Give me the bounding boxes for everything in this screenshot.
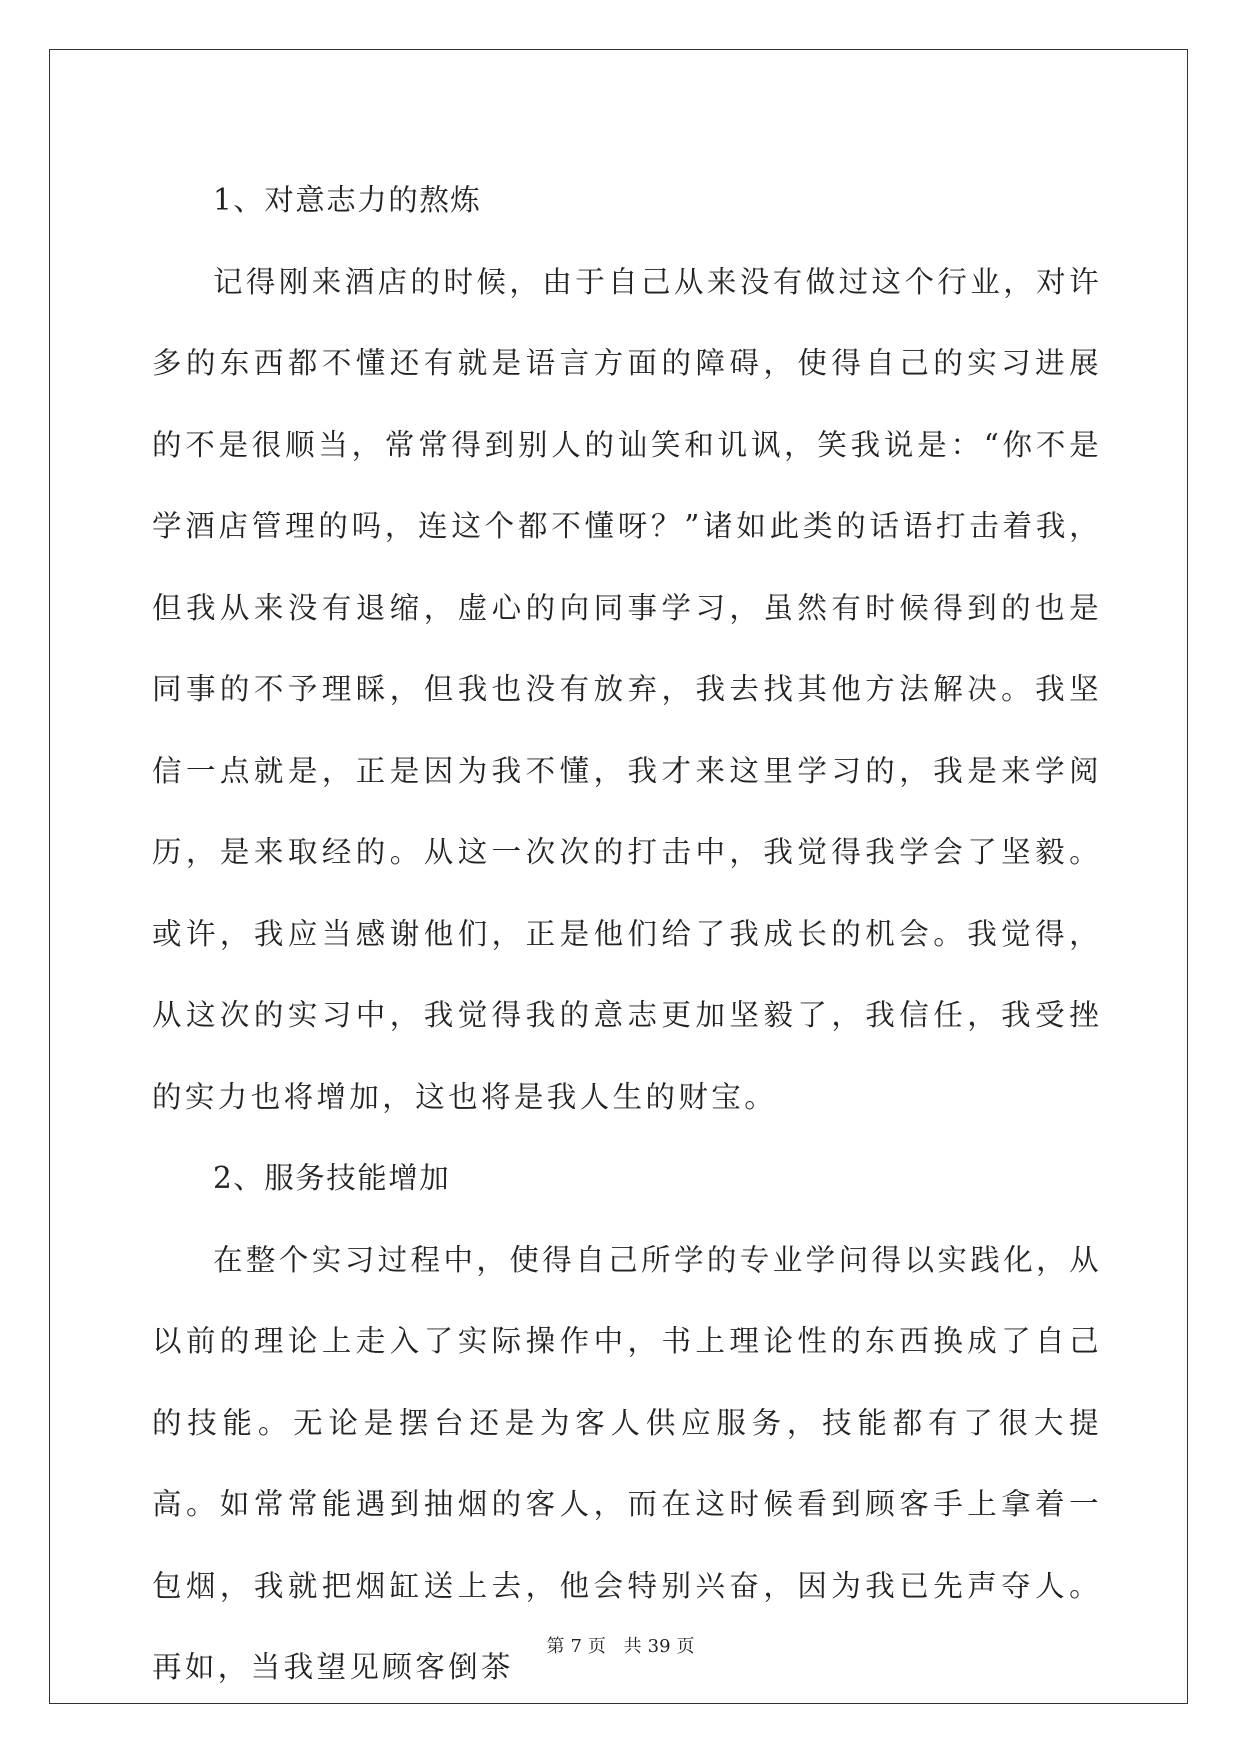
section-heading-2: 2、服务技能增加	[213, 1161, 451, 1195]
section-heading-1: 1、对意志力的熬炼	[213, 183, 482, 217]
page-number: 7	[570, 1636, 582, 1657]
total-suffix: 页	[676, 1636, 695, 1657]
page-prefix: 第	[546, 1636, 565, 1657]
page-suffix: 页	[587, 1636, 606, 1657]
total-pages: 39	[647, 1636, 671, 1657]
page-footer	[0, 1632, 1241, 1658]
document-body	[152, 160, 1102, 1709]
page-indicator	[543, 1636, 608, 1657]
total-prefix: 共	[623, 1636, 642, 1657]
total-indicator	[621, 1636, 698, 1657]
paragraph-2: 在整个实习过程中，使得自己所学的专业学问得以实践化，从以前的理论上走入了实际操作中，书上理论性的东西换成了自己的技能。无论是摆台还是为客人供应服务，技能都有了很大提高。如常常能遇到抽烟的客人，而在这时候看到顾客手上拿着一包烟，我就把烟缸送上去，他会特别兴奋，因为我已先声夺人。再如，当我望见顾客倒茶	[152, 1242, 1102, 1684]
paragraph-1: 记得刚来酒店的时候，由于自己从来没有做过这个行业，对许多的东西都不懂还有就是语言方面的障碍，使得自己的实习进展的不是很顺当，常常得到别人的讪笑和讥讽，笑我说是：“你不是学酒店管理的吗，连这个都不懂呀？”诸如此类的话语打击着我，但我从来没有退缩，虚心的向同事学习，虽然有时候得到的也是同事的不予理睬，但我也没有放弃，我去找其他方法解决。我坚信一点就是，正是因为我不懂，我才来这里学习的，我是来学阅历，是来取经的。从这一次次的打击中，我觉得我学会了坚毅。或许，我应当感谢他们，正是他们给了我成长的机会。我觉得，从这次的实习中，我觉得我的意志更加坚毅了，我信任，我受挫的实力也将增加，这也将是我人生的财宝。	[152, 264, 1102, 1114]
